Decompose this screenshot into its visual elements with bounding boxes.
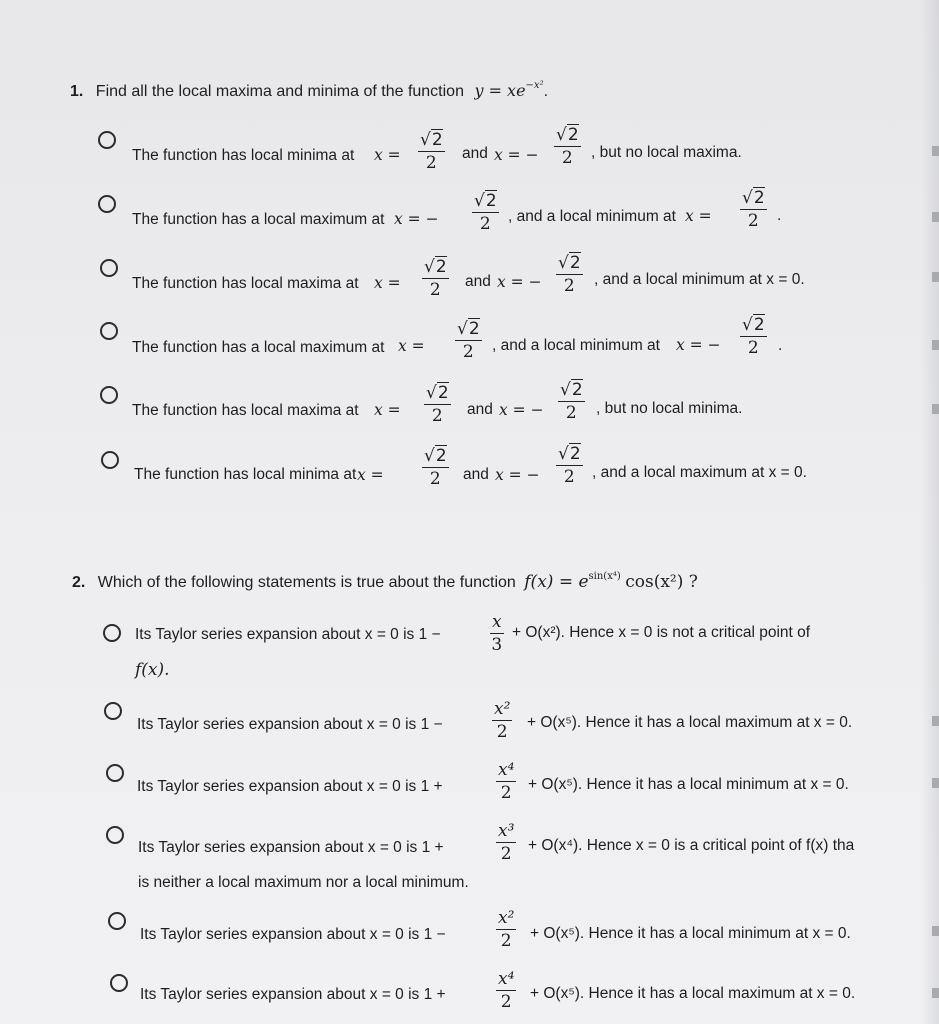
frac-numerator: √2 <box>457 319 480 339</box>
frac-numerator: √2 <box>420 130 443 150</box>
radicand: 2 <box>431 130 443 150</box>
radicand: 2 <box>435 257 447 277</box>
question-1-number: 1. <box>70 83 84 100</box>
q1-option-3-a: x = <box>374 274 401 292</box>
q2-option-6-radio[interactable] <box>110 974 128 992</box>
edge-mark <box>932 926 939 936</box>
radicand: 2 <box>569 444 581 464</box>
q1-option-5-frac-b <box>558 380 585 423</box>
q1-option-1-mid: and <box>462 145 488 162</box>
frac-numerator: √2 <box>556 125 579 145</box>
question-2-fx: f(x) = e <box>524 572 589 592</box>
question-1-title <box>70 80 548 101</box>
frac-denominator: 2 <box>563 467 575 487</box>
frac-numerator: √2 <box>742 188 765 208</box>
q1-option-6-mid: and <box>463 466 489 483</box>
frac-denominator: 2 <box>561 148 573 168</box>
frac-denominator: 2 <box>747 338 759 358</box>
q1-option-2-mid: , and a local minimum at <box>508 208 676 225</box>
q2-option-4-post2: is neither a local maximum nor a local minimum. <box>138 874 469 891</box>
frac-denominator: 2 <box>496 722 508 742</box>
frac-denominator: 2 <box>747 211 759 231</box>
question-1-period: . <box>543 83 549 100</box>
q2-option-1-pre: Its Taylor series expansion about x = 0 is 1 − <box>135 626 441 643</box>
radicand: 2 <box>753 188 765 208</box>
q2-option-6-post: + O(x⁵). Hence it has a local maximum at x = 0. <box>530 985 856 1002</box>
q1-option-1-frac-b <box>554 125 581 168</box>
frac-denominator: 2 <box>429 469 441 489</box>
frac-denominator: 2 <box>500 844 512 864</box>
q1-option-6-b: x = − <box>495 466 540 484</box>
frac-numerator: √2 <box>424 257 447 277</box>
q2-option-4-pre: Its Taylor series expansion about x = 0 is 1 + <box>138 839 444 856</box>
edge-mark <box>932 146 939 156</box>
question-2-title <box>72 571 698 592</box>
q1-option-6-pre: The function has local minima at <box>134 466 357 483</box>
frac-numerator: x <box>492 612 502 632</box>
q2-option-5-frac <box>496 908 516 951</box>
frac-numerator: √2 <box>424 446 447 466</box>
q1-option-3-post: , and a local minimum at x = 0. <box>594 271 805 288</box>
q2-option-1-frac <box>490 612 504 655</box>
q1-option-2-frac-b <box>740 188 767 231</box>
q2-option-2-radio[interactable] <box>104 702 122 720</box>
q1-option-4-radio[interactable] <box>100 322 118 340</box>
frac-numerator: x² <box>494 699 511 719</box>
edge-mark <box>932 778 939 788</box>
question-2-number: 2. <box>72 574 86 591</box>
question-1-text: Find all the local maxima and minima of the function <box>95 83 464 100</box>
frac-denominator: 2 <box>425 153 437 173</box>
q1-option-2-post: . <box>777 207 782 224</box>
q1-option-4-post: . <box>778 337 783 354</box>
q1-option-1-post: , but no local maxima. <box>591 144 742 161</box>
q1-option-1-a: x = <box>374 146 401 164</box>
frac-numerator: √2 <box>742 315 765 335</box>
frac-denominator: 2 <box>429 280 441 300</box>
question-1-exponent: −x² <box>525 80 544 91</box>
q2-option-6-frac <box>496 969 516 1012</box>
q2-option-1-post: + O(x²). Hence x = 0 is not a critical point of <box>512 624 811 641</box>
frac-denominator: 3 <box>491 635 503 655</box>
frac-denominator: 2 <box>479 214 491 234</box>
frac-numerator: √2 <box>474 191 497 211</box>
q1-option-2-pre: The function has a local maximum at <box>132 211 385 228</box>
question-1-formula: y = xe <box>474 81 526 100</box>
question-2-exponent: sin(x⁴) <box>588 571 621 582</box>
q1-option-5-pre: The function has local maxima at <box>132 402 359 419</box>
q2-option-1-post2: f(x). <box>135 660 170 680</box>
q2-option-6-pre: Its Taylor series expansion about x = 0 is 1 + <box>140 986 446 1003</box>
frac-denominator: 2 <box>431 406 443 426</box>
q2-option-3-pre: Its Taylor series expansion about x = 0 is 1 + <box>137 778 443 795</box>
edge-mark <box>932 340 939 350</box>
frac-numerator: √2 <box>560 380 583 400</box>
q1-option-2-frac-a <box>472 191 499 234</box>
frac-denominator: 2 <box>565 403 577 423</box>
q2-option-3-frac <box>496 760 516 803</box>
q1-option-5-radio[interactable] <box>100 386 118 404</box>
q1-option-3-b: x = − <box>497 273 542 291</box>
frac-denominator: 2 <box>462 342 474 362</box>
frac-denominator: 2 <box>500 783 512 803</box>
q2-option-5-radio[interactable] <box>108 912 126 930</box>
edge-mark <box>932 716 939 726</box>
frac-numerator: √2 <box>426 383 449 403</box>
q1-option-4-frac-b <box>740 315 767 358</box>
q1-option-6-frac-a <box>422 446 449 489</box>
q1-option-3-radio[interactable] <box>100 259 118 277</box>
q1-option-2-radio[interactable] <box>98 195 116 213</box>
q1-option-5-post: , but no local minima. <box>596 400 743 417</box>
q1-option-2-a: x = − <box>394 210 439 228</box>
q1-option-1-b: x = − <box>494 146 539 164</box>
q1-option-4-pre: The function has a local maximum at <box>132 339 385 356</box>
q2-option-4-frac <box>496 821 516 864</box>
q2-option-3-post: + O(x⁵). Hence it has a local minimum at x = 0. <box>528 776 849 793</box>
q2-option-1-radio[interactable] <box>103 624 121 642</box>
q1-option-1-radio[interactable] <box>98 131 116 149</box>
q2-option-2-frac <box>492 699 512 742</box>
radicand: 2 <box>571 380 583 400</box>
frac-numerator: √2 <box>558 444 581 464</box>
q1-option-4-mid: , and a local minimum at <box>492 337 660 354</box>
frac-denominator: 2 <box>563 276 575 296</box>
radicand: 2 <box>468 319 480 339</box>
frac-denominator: 2 <box>500 992 512 1012</box>
q1-option-1-pre: The function has local minima at <box>132 147 355 164</box>
question-2-text: Which of the following statements is true about the function <box>97 574 516 591</box>
frac-numerator: x² <box>498 908 515 928</box>
frac-numerator: x³ <box>498 821 515 841</box>
q2-option-5-post: + O(x⁵). Hence it has a local minimum at x = 0. <box>530 925 851 942</box>
radicand: 2 <box>753 315 765 335</box>
radicand: 2 <box>437 383 449 403</box>
edge-mark <box>932 272 939 282</box>
radicand: 2 <box>567 125 579 145</box>
q1-option-5-b: x = − <box>499 401 544 419</box>
radicand: 2 <box>435 446 447 466</box>
q1-option-5-a: x = <box>374 401 401 419</box>
frac-denominator: 2 <box>500 931 512 951</box>
frac-numerator: x⁴ <box>498 969 515 989</box>
q2-option-5-pre: Its Taylor series expansion about x = 0 is 1 − <box>140 926 446 943</box>
q2-option-4-post: + O(x⁴). Hence x = 0 is a critical point of f(x) tha <box>528 837 855 854</box>
q1-option-6-a: x = <box>357 466 384 484</box>
q2-option-3-radio[interactable] <box>106 764 124 782</box>
edge-mark <box>932 212 939 222</box>
q1-option-5-mid: and <box>467 401 493 418</box>
q1-option-2-b: x = <box>685 207 712 225</box>
q1-option-6-post: , and a local maximum at x = 0. <box>592 464 807 481</box>
q2-option-4-radio[interactable] <box>106 826 124 844</box>
radicand: 2 <box>569 253 581 273</box>
q2-option-2-pre: Its Taylor series expansion about x = 0 is 1 − <box>137 716 443 733</box>
frac-numerator: x⁴ <box>498 760 515 780</box>
q1-option-6-radio[interactable] <box>101 451 119 469</box>
q1-option-3-frac-b <box>556 253 583 296</box>
edge-mark <box>932 988 939 998</box>
frac-numerator: √2 <box>558 253 581 273</box>
q1-option-6-frac-b <box>556 444 583 487</box>
q1-option-1-frac-a <box>418 130 445 173</box>
edge-mark <box>932 404 939 414</box>
q1-option-4-a: x = <box>398 337 425 355</box>
q2-option-2-post: + O(x⁵). Hence it has a local maximum at x = 0. <box>527 714 853 731</box>
q1-option-5-frac-a <box>424 383 451 426</box>
question-2-cos: cos(x²) ? <box>625 572 698 592</box>
q1-option-4-frac-a <box>455 319 482 362</box>
q1-option-3-mid: and <box>465 273 491 290</box>
q1-option-3-frac-a <box>422 257 449 300</box>
q1-option-4-b: x = − <box>676 336 721 354</box>
radicand: 2 <box>485 191 497 211</box>
q1-option-3-pre: The function has local maxima at <box>132 275 359 292</box>
